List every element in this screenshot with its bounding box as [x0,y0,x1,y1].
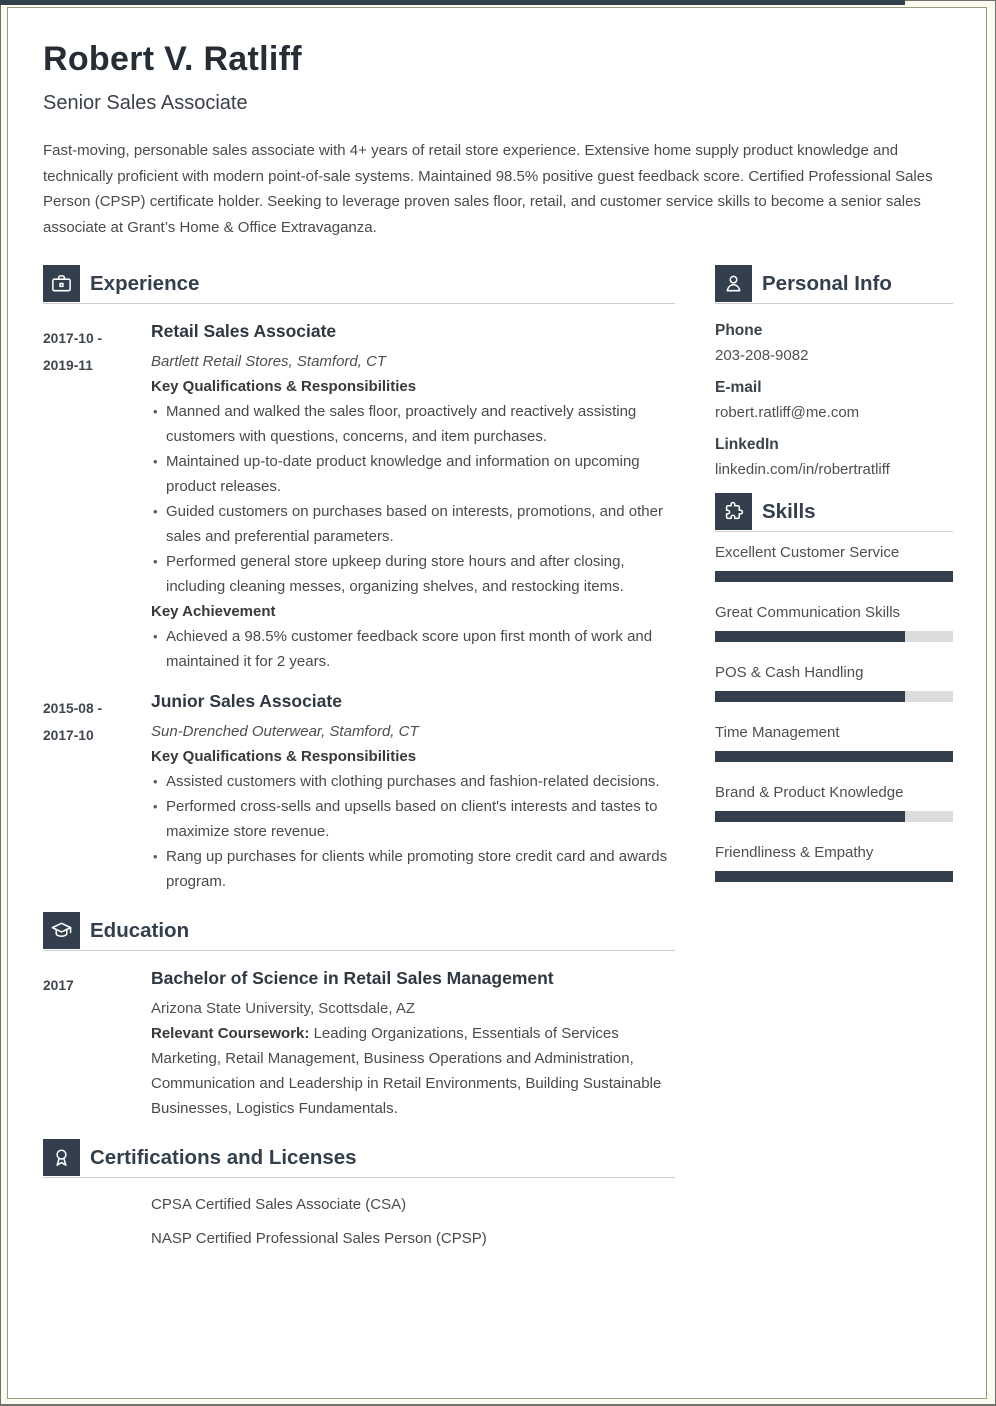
skill-name: Friendliness & Empathy [715,844,874,861]
job-bullet: • Guided customers on purchases based on interests, promotions, and other sales and preferential parameters. [153,499,675,549]
job-company: Bartlett Retail Stores, Stamford, CT [151,353,387,370]
linkedin-value: linkedin.com/in/robertratliff [715,461,890,478]
job-dates [43,321,151,674]
job-date-end: 2019-11 [43,358,93,373]
skill-list [715,544,953,882]
education-details [151,968,675,1121]
job-bullet: • Manned and walked the sales floor, proactively and reactively assisting customers with questions, concerns, and item purchases. [153,399,675,449]
briefcase-icon [43,265,80,302]
experience-section-header [43,265,675,304]
phone-label: Phone [715,322,763,339]
skills-heading: Skills [762,499,816,523]
skill-name: Excellent Customer Service [715,544,900,561]
sidebar-column [715,265,953,904]
certifications-heading: Certifications and Licenses [90,1145,357,1169]
email-value: robert.ratliff@me.com [715,404,860,421]
certification-item: NASP Certified Professional Sales Person (CPSP) [151,1230,487,1247]
job-date-start: 2017-10 - [43,331,103,346]
award-ribbon-icon [43,1139,80,1176]
person-icon [715,265,752,302]
skill-item [715,544,953,582]
email-label: E-mail [715,379,762,396]
school-name: Arizona State University, Scottsdale, AZ [151,1000,416,1017]
relevant-coursework [151,1021,675,1121]
skill-level-fill [715,811,905,822]
skill-item [715,664,953,702]
certification-item: CPSA Certified Sales Associate (CSA) [151,1196,407,1213]
graduation-cap-icon [43,912,80,949]
skill-level-fill [715,631,905,642]
skill-level-track [715,571,953,582]
resume-document [43,0,953,1263]
education-section-header [43,912,675,951]
skill-name: Brand & Product Knowledge [715,784,904,801]
personal-info-list [715,322,953,479]
job-qualifications-heading: Key Qualifications & Responsibilities [151,748,417,765]
professional-summary: Fast-moving, personable sales associate with 4+ years of retail store experience. Extensive home supply product knowledge and technically proficient with modern point-of-sale systems. Maintained 98.5% positive guest feedback score. Certified Professional Sales Person (CPSP) certificate holder. Seeking to leverage proven sales floor, retail, and customer service skills to become a senior sales associate at Grant’s Home & Office Extravaganza. [43,142,933,236]
job-title: Junior Sales Associate [151,691,342,711]
skill-level-track [715,871,953,882]
candidate-title: Senior Sales Associate [43,92,248,114]
skill-name: Time Management [715,724,840,741]
skill-level-track [715,631,953,642]
skills-section [715,493,953,882]
job-date-end: 2017-10 [43,728,94,743]
phone-value: 203-208-9082 [715,347,809,364]
skill-level-track [715,751,953,762]
job-achievement-heading: Key Achievement [151,603,276,620]
job-achievement-bullet: • Achieved a 98.5% customer feedback score upon first month of work and maintained it for 2 years. [153,624,675,674]
job-dates [43,691,151,894]
two-column-layout [43,265,953,1263]
degree-title: Bachelor of Science in Retail Sales Management [151,968,554,988]
certifications-section [43,1139,675,1249]
main-column [43,265,675,1263]
job-achievement-list [151,624,675,674]
education-entry [43,968,675,1121]
skill-item [715,724,953,762]
puzzle-piece-icon [715,493,752,530]
job-bullet: • Rang up purchases for clients while promoting store credit card and awards program. [153,844,675,894]
skill-level-fill [715,751,953,762]
skill-level-track [715,811,953,822]
education-year: 2017 [43,978,74,993]
experience-entry [43,691,675,894]
job-bullet: • Performed general store upkeep during store hours and after closing, including cleaning messes, organizing shelves, and restocking items. [153,549,675,599]
skill-item [715,784,953,822]
certifications-section-header [43,1139,675,1178]
skills-section-header [715,493,953,532]
skill-name: POS & Cash Handling [715,664,864,681]
skill-level-fill [715,571,953,582]
job-title: Retail Sales Associate [151,321,337,341]
top-accent-bar [0,0,905,5]
job-bullet: • Maintained up-to-date product knowledge and information on upcoming product releases. [153,449,675,499]
job-details [151,321,675,674]
personal-info-heading: Personal Info [762,271,892,295]
experience-section [43,265,675,894]
job-date-start: 2015-08 - [43,701,103,716]
personal-info-section-header [715,265,953,304]
skill-level-track [715,691,953,702]
job-bullet-list [151,399,675,599]
job-qualifications-heading: Key Qualifications & Responsibilities [151,378,417,395]
candidate-name: Robert V. Ratliff [43,40,302,78]
job-bullet: • Assisted customers with clothing purchases and fashion-related decisions. [153,769,675,794]
certification-list [43,1195,675,1249]
coursework-label: Relevant Coursework: [151,1025,310,1042]
personal-info-section [715,265,953,479]
skill-level-fill [715,691,905,702]
education-heading: Education [90,918,190,942]
education-section [43,912,675,1121]
linkedin-label: LinkedIn [715,436,779,453]
skill-item [715,844,953,882]
job-company: Sun-Drenched Outerwear, Stamford, CT [151,723,419,740]
skill-level-fill [715,871,953,882]
skill-item [715,604,953,642]
skill-name: Great Communication Skills [715,604,901,621]
job-bullet-list [151,769,675,894]
experience-entry [43,321,675,674]
job-bullet: • Performed cross-sells and upsells based on client's interests and tastes to maximize store revenue. [153,794,675,844]
experience-heading: Experience [90,271,200,295]
coursework-list: Leading Organizations, Essentials of Services Marketing, Retail Management, Business Operations and Administration, Communication and Leadership in Retail Environments, Building Sustainable Businesses, Logistics Fundamentals. [151,1025,662,1117]
job-details [151,691,675,894]
